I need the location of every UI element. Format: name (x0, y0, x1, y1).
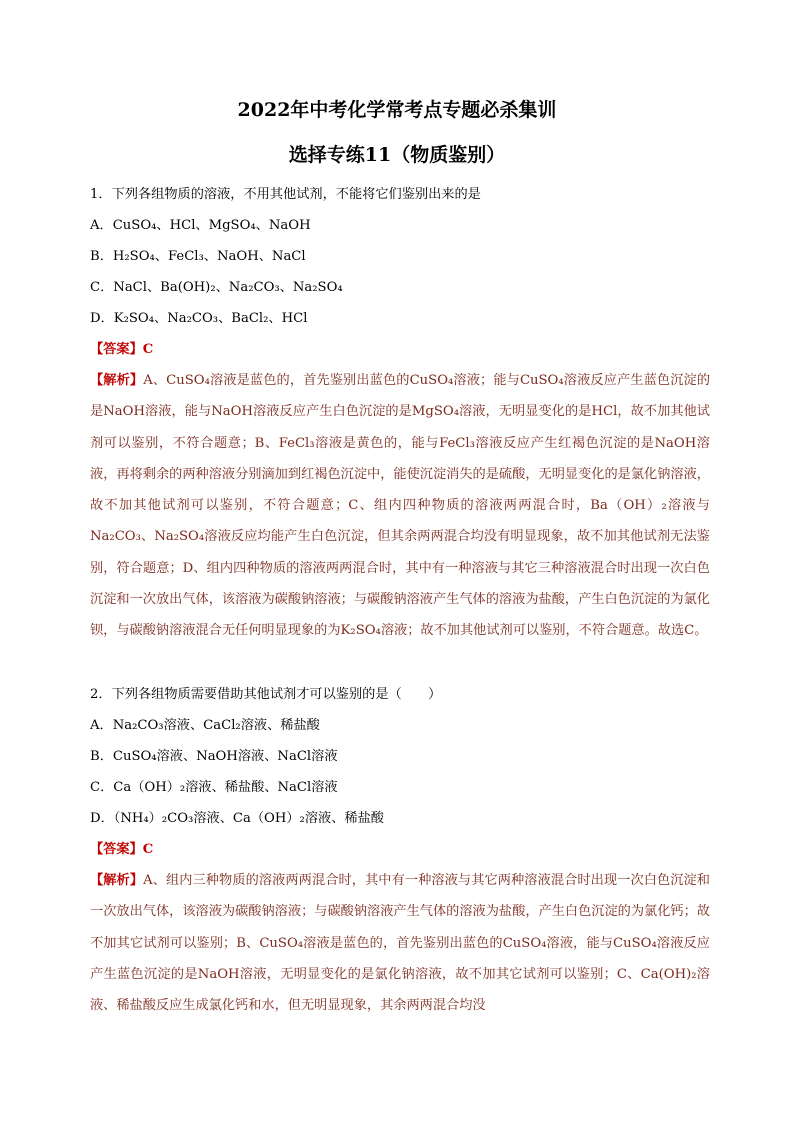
analysis-text: A、组内三种物质的溶液两两混合时，其中有一种溶液与其它两种溶液混合时出现一次白色沉淀和一次放出气体，该溶液为碳酸钠溶液；与碳酸钠溶液产生气体的溶液为盐酸，产生白色沉淀的为氯化钙；故不加其它试剂可以鉴别；B、CuSO₄溶液是蓝色的，首先鉴别出蓝色的CuSO₄溶液，能与CuSO₄溶液反应产生蓝色沉淀的是NaOH溶液，无明显变化的是氯化钠溶液，故不加其它试剂可以鉴别；C、Ca(OH)₂溶液、稀盐酸反应生成氯化钙和水，但无明显现象，其余两两混合均没 (90, 873, 710, 1014)
question-2-analysis (90, 865, 710, 1021)
question-2-option-a: A．Na₂CO₃溶液、CaCl₂溶液、稀盐酸 (90, 718, 320, 733)
question-1-option-a: A．CuSO₄、HCl、MgSO₄、NaOH (90, 218, 311, 233)
question-1-option-c: C．NaCl、Ba(OH)₂、Na₂CO₃、Na₂SO₄ (90, 280, 343, 295)
question-1-answer: 【答案】C (90, 342, 154, 357)
analysis-label: 【解析】 (90, 873, 144, 888)
question-1-option-b: B．H₂SO₄、FeCl₃、NaOH、NaCl (90, 249, 306, 264)
question-2-option-b: B．CuSO₄溶液、NaOH溶液、NaCl溶液 (90, 749, 338, 764)
document-subtitle: 选择专练11（物质鉴别） (288, 144, 506, 166)
analysis-label: 【解析】 (90, 373, 144, 388)
question-2-option-d: D．（NH₄）₂CO₃溶液、Ca（OH）₂溶液、稀盐酸 (90, 811, 384, 826)
analysis-text: A、CuSO₄溶液是蓝色的，首先鉴别出蓝色的CuSO₄溶液；能与CuSO₄溶液反应产生蓝色沉淀的是NaOH溶液，能与NaOH溶液反应产生白色沉淀的是MgSO₄溶液，无明显变化的是HCl，故不加其他试剂可以鉴别，不符合题意；B、FeCl₃溶液是黄色的，能与FeCl₃溶液反应产生红褐色沉淀的是NaOH溶液，再将剩余的两种溶液分别滴加到红褐色沉淀中，能使沉淀消失的是硫酸，无明显变化的是氯化钠溶液，故不加其他试剂可以鉴别，不符合题意；C、组内四种物质的溶液两两混合时，Ba（OH）₂溶液与Na₂CO₃、Na₂SO₄溶液反应均能产生白色沉淀，但其余两两混合均没有明显现象，故不加其他试剂无法鉴别，符合题意；D、组内四种物质的溶液两两混合时，其中有一种溶液与其它三种溶液混合时出现一次白色沉淀和一次放出气体，该溶液为碳酸钠溶液；与碳酸钠溶液产生气体的溶液为盐酸，产生白色沉淀的为氯化钡，与碳酸钠溶液混合无任何明显现象的为K₂SO₄溶液；故不加其他试剂可以鉴别，不符合题意。故选C。 (90, 373, 711, 639)
question-2-option-c: C．Ca（OH）₂溶液、稀盐酸、NaCl溶液 (90, 780, 338, 795)
question-1-stem: 1．下列各组物质的溶液，不用其他试剂，不能将它们鉴别出来的是 (90, 187, 481, 202)
document-title: 2022年中考化学常考点专题必杀集训 (237, 99, 557, 121)
question-2-stem: 2．下列各组物质需要借助其他试剂才可以鉴别的是（ ） (90, 687, 442, 702)
question-2-answer: 【答案】C (90, 842, 154, 857)
question-1-option-d: D．K₂SO₄、Na₂CO₃、BaCl₂、HCl (90, 311, 308, 326)
question-1-analysis (90, 365, 710, 647)
